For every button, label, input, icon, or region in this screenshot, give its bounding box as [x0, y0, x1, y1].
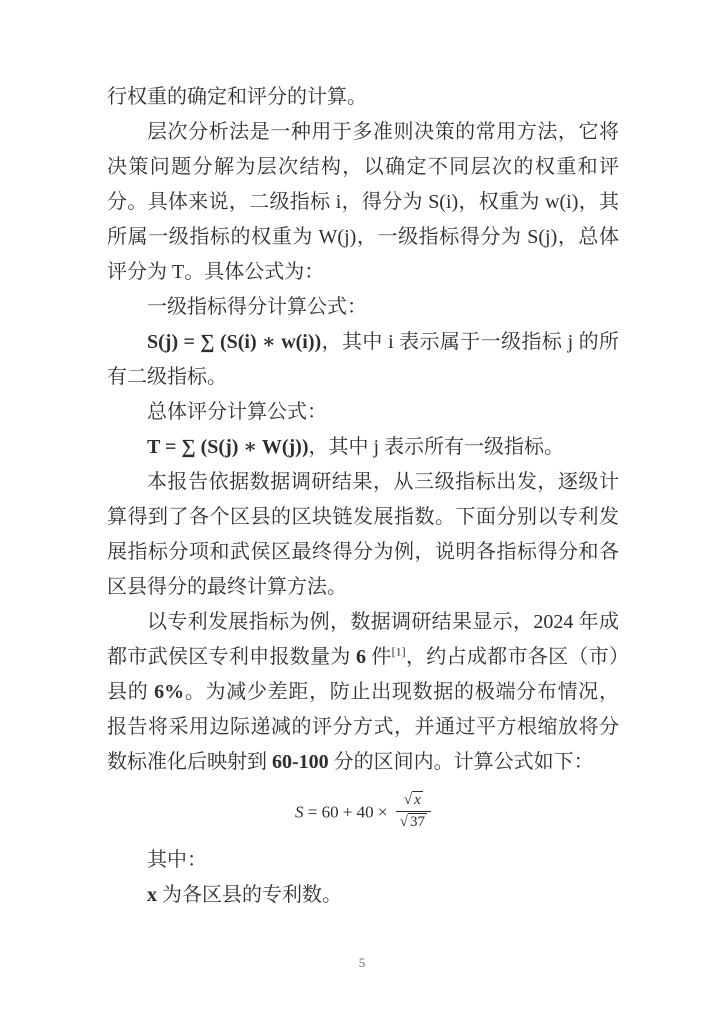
latin-run: S(i)	[428, 191, 459, 213]
text-run: 表示所有一级指标。	[379, 436, 565, 458]
text-run: 总体评分计算公式：	[147, 401, 327, 423]
latin-run: 2024	[533, 611, 574, 633]
formula-lhs-variable: S	[295, 802, 304, 822]
text-run: 一级指标得分计算公式：	[147, 296, 367, 318]
sqrt-sign: √	[403, 792, 413, 808]
text-run: 本报告依据数据调研结果，从三级指标出发，逐级计算得到了各个区县的区块链发展指数。下面分别以专利发展指标分项和武侯区最终得分为例，说明各指标得分和各区县得分的最终计算方法。	[107, 471, 619, 598]
text-run: 其中：	[147, 849, 207, 871]
text-run: 的所有二级指标。	[107, 331, 620, 388]
latin-run: S(j)	[527, 226, 558, 248]
text-run: 层次分析法是一种用于多准则决策的常用方法，它将决策问题分解为层次结构，以确定不同层次的权重和评分。具体来说，二级指标	[107, 121, 619, 213]
denominator-radicand: 37	[410, 814, 425, 830]
latin-run: T = ∑ (S(j) ∗ W(j))	[147, 436, 309, 458]
text-run: 年成都市武侯区专利申报数量为	[107, 611, 620, 668]
score-formula	[107, 794, 619, 833]
paragraph	[107, 325, 619, 395]
text-run: ，总体评分为	[107, 226, 620, 283]
paragraph	[107, 878, 619, 913]
latin-run: S(j) = ∑ (S(i) ∗ w(i))	[147, 331, 322, 353]
latin-run: i	[335, 191, 342, 213]
paragraph	[107, 115, 619, 290]
text-run: 以专利发展指标为例，数据调研结果显示，	[147, 611, 534, 633]
fraction-numerator	[396, 792, 431, 812]
footnote-reference: [1]	[391, 644, 406, 659]
text-run: 分的区间内。计算公式如下：	[328, 751, 594, 773]
paragraph	[107, 430, 619, 465]
text-run: 。具体公式为：	[184, 261, 325, 283]
latin-run: T	[172, 261, 185, 283]
latin-run: 60-100	[272, 751, 329, 773]
text-run: ，约占成都市各区（市）县的	[107, 646, 620, 703]
latin-run: W(j)	[318, 226, 357, 248]
numerator-radicand: x	[414, 792, 421, 808]
formula-fraction	[396, 792, 431, 831]
latin-run: x	[147, 884, 157, 906]
paragraph	[107, 395, 619, 430]
text-run: 为各区县的专利数。	[157, 884, 342, 906]
paragraph	[107, 843, 619, 878]
latin-run: i	[388, 331, 394, 353]
formula-operators: = 60 + 40 ×	[303, 802, 392, 822]
page-number: 5	[358, 955, 366, 970]
latin-run: 6%	[154, 681, 185, 703]
paragraph	[107, 465, 619, 605]
text-run: 件	[366, 646, 392, 668]
body-paragraphs-before	[107, 80, 619, 780]
text-run: 表示属于一级指标	[393, 331, 568, 353]
text-run: ，其中	[308, 436, 374, 458]
text-run: ，一级指标得分为	[356, 226, 528, 248]
sqrt-sign: √	[399, 814, 408, 830]
paragraph	[107, 290, 619, 325]
text-run: ，得分为	[341, 191, 429, 213]
text-run: ，权重为	[458, 191, 546, 213]
paragraph	[107, 80, 619, 115]
text-run: ，其中	[321, 331, 389, 353]
body-paragraphs-after	[107, 843, 619, 913]
paragraph	[107, 605, 619, 780]
text-run: 行权重的确定和评分的计算。	[107, 86, 367, 108]
latin-run: 6	[356, 646, 366, 668]
text-run: ，其所属一级指标的权重为	[107, 191, 620, 248]
latin-run: w(i)	[545, 191, 579, 213]
latin-run: j	[373, 436, 380, 458]
fraction-denominator	[396, 812, 431, 831]
text-run: 。为减少差距，防止出现数据的极端分布情况，报告将采用边际递减的评分方式，并通过平方根缩放将分数标准化后映射到	[107, 681, 619, 773]
body-text	[107, 80, 619, 913]
latin-run: j	[567, 331, 574, 353]
